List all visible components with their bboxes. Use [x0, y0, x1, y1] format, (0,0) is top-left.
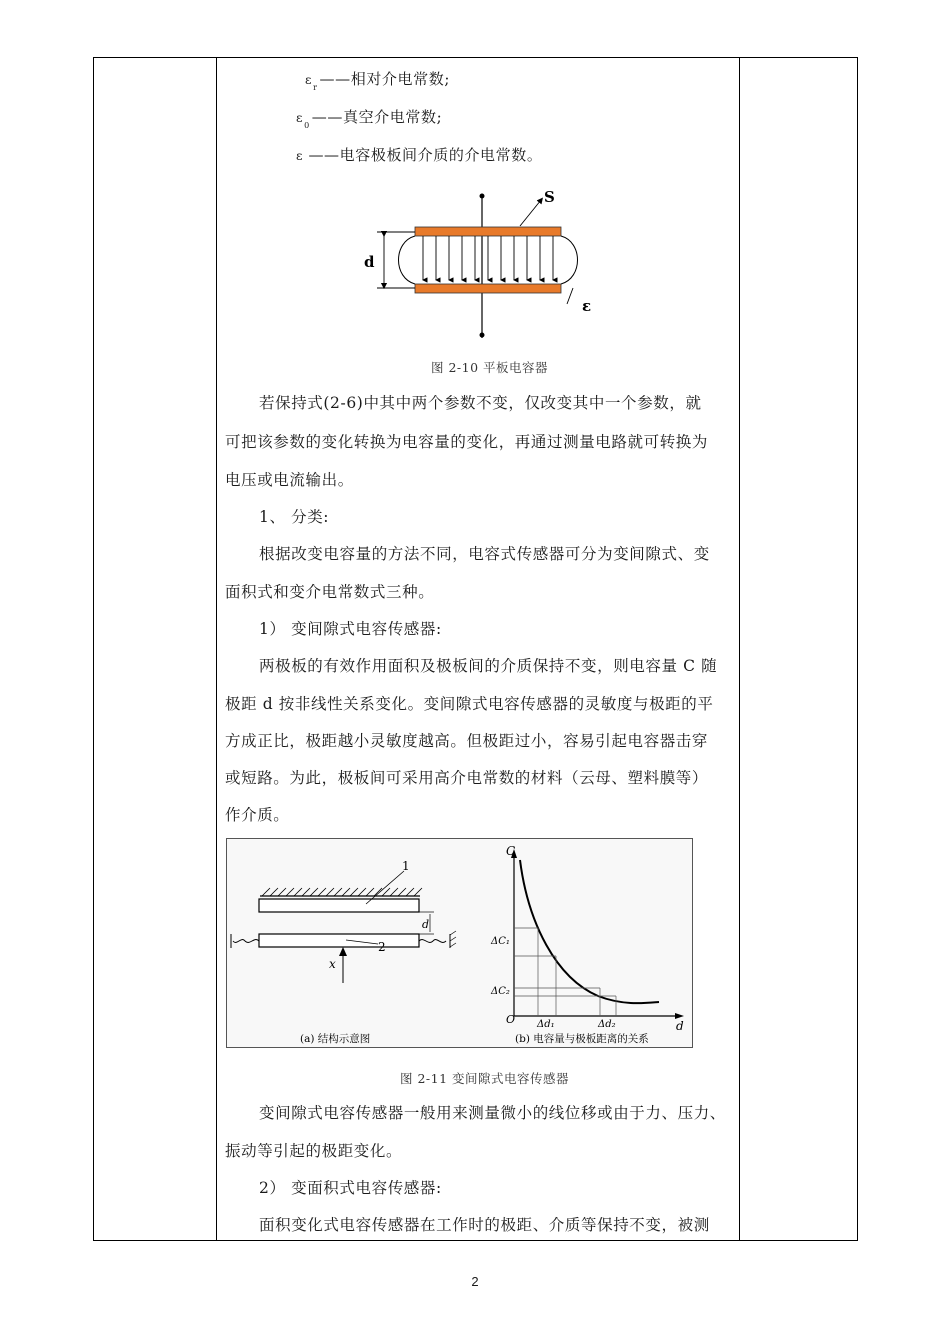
caption-relationship: (b) 电容量与极板距离的关系 [515, 1033, 649, 1045]
paragraph-line: 或短路。为此，极板间可采用高介电常数的材料（云母、塑料膜等） [225, 769, 709, 787]
heading-variable-area: 2） 变面积式电容传感器: [259, 1179, 442, 1197]
bottom-plate [415, 284, 561, 293]
definition-epsilon: ε ——电容极板间介质的介电常数。 [296, 146, 543, 164]
fringe-right [561, 236, 578, 284]
figure-parallel-plate-capacitor [355, 180, 605, 342]
paragraph-line: 方成正比，极距越小灵敏度越高。但极距过小，容易引起电容器击穿 [225, 732, 709, 750]
top-plate [415, 227, 561, 236]
label-d: d [364, 253, 375, 271]
figure-caption-2-11: 图 2-11 变间隙式电容传感器 [400, 1071, 570, 1086]
label-2: 2 [378, 940, 386, 954]
label-delta-d1: Δd₁ [537, 1019, 555, 1030]
fringe-left [399, 236, 416, 284]
axis-label-d: d [676, 1019, 684, 1033]
paragraph-line: 可把该参数的变化转换为电容量的变化，再通过测量电路就可转换为 [225, 433, 709, 451]
fixed-plate [259, 899, 419, 912]
field-lines [423, 236, 553, 280]
paragraph-line: 根据改变电容量的方法不同，电容式传感器可分为变间隙式、变 [259, 545, 710, 563]
caption-structure: (a) 结构示意图 [300, 1033, 371, 1045]
label-x: x [329, 957, 336, 971]
heading-variable-gap: 1） 变间隙式电容传感器: [259, 620, 442, 638]
paragraph-line: 作介质。 [225, 806, 290, 824]
figure-caption-2-10: 图 2-10 平板电容器 [431, 360, 549, 375]
origin-label: O [506, 1013, 516, 1026]
label-gap-d: d [422, 918, 430, 931]
label-delta-c1: ΔC₁ [491, 936, 510, 947]
heading-classification: 1、 分类: [259, 508, 330, 526]
label-epsilon: ε [582, 297, 592, 315]
movable-plate [259, 934, 419, 947]
label-delta-d2: Δd₂ [598, 1019, 616, 1030]
axis-label-c: C [506, 844, 516, 858]
label-s: S [544, 188, 555, 206]
definition-epsilon-0: $\varepsilon_0$ ——真空介电常数; [296, 108, 443, 130]
label-1: 1 [402, 859, 410, 873]
paragraph-line: 变间隙式电容传感器一般用来测量微小的线位移或由于力、压力、 [259, 1104, 726, 1122]
paragraph-line: 若保持式(2-6)中其中两个参数不变，仅改变其中一个参数，就 [259, 394, 702, 412]
paragraph-line: 振动等引起的极距变化。 [225, 1142, 403, 1160]
terminal-top [480, 194, 485, 199]
terminal-bottom [480, 333, 485, 338]
page-number: 2 [471, 1274, 479, 1289]
paragraph-line: 极距 d 按非线性关系变化。变间隙式电容传感器的灵敏度与极距的平 [225, 695, 714, 713]
paragraph-line: 面积变化式电容传感器在工作时的极距、介质等保持不变，被测 [259, 1216, 710, 1234]
label-delta-c2: ΔC₂ [491, 986, 510, 997]
column-divider-right [739, 57, 740, 1241]
paragraph-line: 两极板的有效作用面积及极板间的介质保持不变，则电容量 C 随 [259, 657, 718, 675]
paragraph-line: 电压或电流输出。 [225, 471, 354, 489]
column-divider-left [216, 57, 217, 1241]
paragraph-line: 面积式和变介电常数式三种。 [225, 583, 435, 601]
definition-epsilon-r: $\varepsilon_r$ ——相对介电常数; [305, 70, 450, 92]
figure-variable-gap-sensor [226, 838, 693, 1048]
